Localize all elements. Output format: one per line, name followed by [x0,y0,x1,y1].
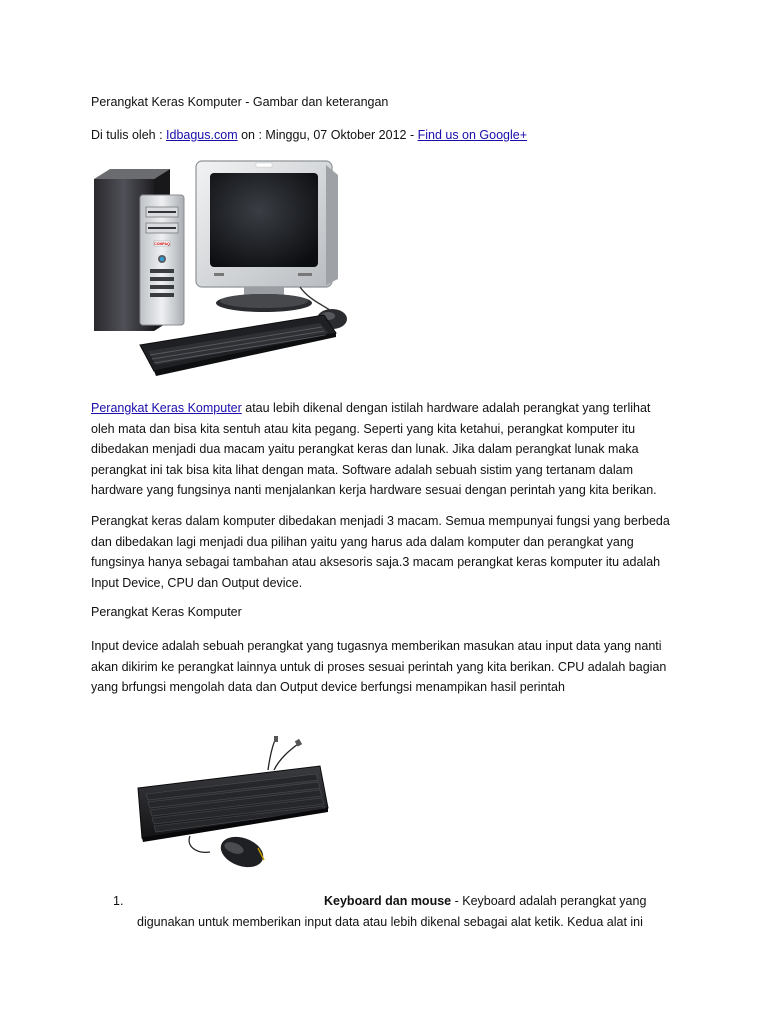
list-item-bold-heading: Keyboard dan mouse [324,894,452,908]
perangkat-keras-link[interactable]: Perangkat Keras Komputer [91,401,242,415]
paragraph-1-line-2: oleh mata dan bisa kita sentuh atau kita pegang. Seperti yang kita ketahui, perangkat komputer itu [91,421,636,436]
byline [91,125,527,145]
author-link[interactable]: Idbagus.com [166,128,238,142]
paragraph-1-line-4: perangkat ini tak bisa kita lihat dengan mata. Software adalah sebuah sistim yang tertanam dalam [91,462,633,477]
desktop-computer-image [88,155,350,387]
paragraph-1-line-5: hardware yang fungsinya nanti menjalankan kerja hardware sesuai dengan perintah yang kita berikan. [91,483,657,497]
paragraph-1-line-1: atau lebih dikenal dengan istilah hardware adalah perangkat yang terlihat [241,401,651,415]
paragraph-3-line-2: akan dikirim ke perangkat lainnya untuk di proses sesuai perintah yang kita berikan. CPU adalah bagian [91,659,667,674]
paragraph-1 [91,398,681,501]
section-heading: Perangkat Keras Komputer [91,605,242,619]
paragraph-2-line-2: dan dibedakan lagi menjadi dua pilihan yaitu yang harus ada dalam komputer dan perangkat yang [91,534,634,549]
paragraph-3 [91,636,681,698]
list-item-number: 1. [113,894,124,908]
paragraph-2-line-4: Input Device, CPU dan Output device. [91,575,303,590]
paragraph-3-line-1: Input device adalah sebuah perangkat yang tugasnya memberikan masukan atau input data yang nanti [91,639,662,653]
list-item-line-2: digunakan untuk memberikan input data atau lebih dikenal sebagai alat ketik. Kedua alat ini [137,915,643,929]
google-plus-link[interactable]: Find us on Google+ [417,128,528,142]
paragraph-2-line-3: fungsinya hanya sebagai tambahan atau aksesoris saja.3 macam perangkat keras komputer itu adalah [91,555,661,569]
keyboard-mouse-image [130,736,330,878]
paragraph-2-line-1: Perangkat keras dalam komputer dibedakan menjadi 3 macam. Semua mempunyai fungsi yang berbeda [91,514,670,528]
paragraph-2 [91,511,681,593]
tower-brand-label: COMPAQ [154,242,170,246]
page-title: Perangkat Keras Komputer - Gambar dan keterangan [91,95,389,109]
paragraph-1-line-3: dibedakan menjadi dua macam yaitu perangkat keras dan lunak. Jika dalam perangkat lunak maka [91,442,639,456]
byline-date: on : Minggu, 07 Oktober 2012 - [237,128,418,142]
list-item [137,891,646,933]
paragraph-3-line-3: yang brfungsi mengolah data dan Output device berfungsi menampikan hasil perintah [91,680,565,694]
list-item-line-1: - Keyboard adalah perangkat yang [451,894,647,908]
byline-prefix: Di tulis oleh : [91,128,167,142]
